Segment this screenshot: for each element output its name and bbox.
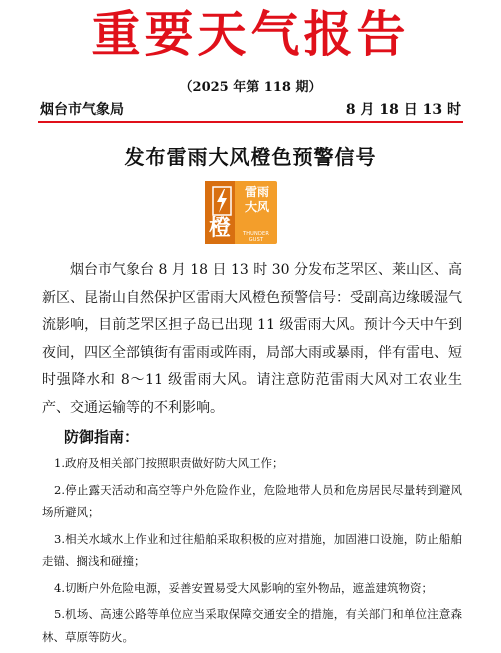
guide-item: 5.机场、高速公路等单位应当采取保障交通安全的措施，有关部门和单位注意森林、草原等防火。 (42, 607, 462, 644)
warning-headline: 发布雷雨大风橙色预警信号 (124, 145, 377, 169)
signal-type-line2: 大风 (244, 200, 269, 214)
warning-body: 烟台市气象台 8 月 18 日 13 时 30 分发布芝罘区、莱山区、高新区、昆嵛山自然保护区雷雨大风橙色预警信号：受副高边缘暖湿气流影响，目前芝罘区担子岛已出现 11 级雷雨大风。预计今天中午到夜间，四区全部镇街有雷雨或阵雨，局部大雨或暴雨，伴有雷电、短时强降水和 8～11 级雷雨大风。请注意防范雷雨大风对工农业生产、交通运输等的不利影响。 (42, 262, 462, 416)
report-masthead: 重要天气报告 (91, 5, 410, 63)
signal-type-line1: 雷雨 (244, 185, 269, 199)
meta-row (40, 99, 461, 119)
signal-level-char: 橙 (208, 215, 231, 241)
defense-guide-title: 防御指南： (64, 428, 140, 446)
guide-item: 2.停止露天活动和高空等户外危险作业，危险地带人员和危房居民尽量转到避风场所避风； (42, 482, 462, 519)
lightning-bolt-icon (212, 186, 232, 216)
issue-time: 8 月 18 日 13 时 (345, 102, 461, 118)
defense-guide-list (42, 452, 462, 652)
red-divider (38, 121, 463, 123)
guide-item: 4.切断户外危险电源，妥善安置易受大风影响的室外物品，遮盖建筑物资； (54, 580, 433, 595)
guide-item: 3.相关水域水上作业和过往船舶采取积极的应对措施，加固港口设施，防止船舶走锚、搁浅和碰撞； (42, 531, 462, 568)
signal-english-label: THUNDER GUST (242, 231, 270, 243)
warning-signal-badge (205, 181, 277, 244)
signal-type-label (238, 185, 276, 215)
issue-number: （2025 年第 118 期） (179, 80, 322, 95)
guide-item: 1.政府及相关部门按照职责做好防大风工作； (54, 456, 284, 470)
issuer-name: 烟台市气象局 (40, 102, 124, 118)
